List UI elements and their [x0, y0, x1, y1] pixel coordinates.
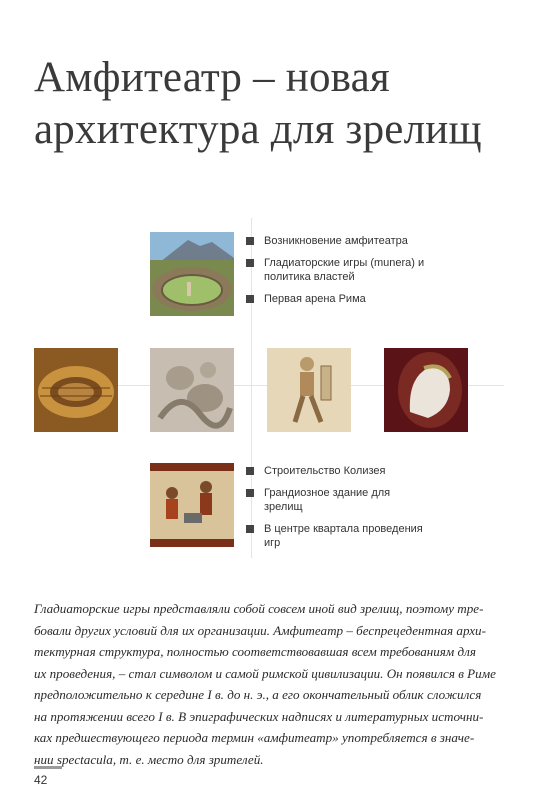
paragraph-line: их проведения, – стал символом и самой римской цивилизации. Он появился в Риме: [34, 665, 496, 681]
list-item[interactable]: Грандиозное здание для зрелищ: [246, 486, 426, 514]
colosseum-model-photo[interactable]: [34, 348, 118, 432]
bullet-square-icon: [246, 295, 254, 303]
bullet-square-icon: [246, 525, 254, 533]
gladiator-figure-image: [267, 348, 351, 432]
gladiator-relief-image: [150, 348, 234, 432]
paragraph-line: бовали других условий для их организации. Амфитеатр – беспрецедентная архи-: [34, 622, 486, 638]
list-item[interactable]: Первая арена Рима: [246, 292, 426, 306]
paragraph-line: на протяжении всего I в. В эпиграфических надписях и литературных источни-: [34, 708, 484, 724]
page-title: [34, 52, 524, 156]
emperor-cameo-image: [384, 348, 468, 432]
bullet-square-icon: [246, 489, 254, 497]
list-item[interactable]: В центре квартала проведения игр: [246, 522, 426, 550]
gladiator-figure-drawing-photo[interactable]: [267, 348, 351, 432]
topic-list-top: [246, 234, 426, 314]
page-number: 42: [34, 773, 48, 787]
bullet-square-icon: [246, 237, 254, 245]
emperor-cameo-photo[interactable]: [384, 348, 468, 432]
intro-paragraph: [34, 598, 504, 770]
paragraph-line: нии spectacula, т. е. место для зрителей.: [34, 751, 264, 767]
colosseum-image: [34, 348, 118, 432]
pompeii-amphitheater-photo[interactable]: [150, 232, 234, 316]
paragraph-line: ках предшествующего периода термин «амфитеатр» употребляется в значе-: [34, 730, 475, 745]
gladiator-mosaic-photo[interactable]: [150, 463, 234, 547]
page-title-line-1: Амфитеатр – новая: [34, 54, 390, 101]
gladiator-relief-photo[interactable]: [150, 348, 234, 432]
paragraph-line: предположительно к середине I в. до н. э., а его окончательный облик сложился: [34, 687, 482, 702]
bullet-square-icon: [246, 467, 254, 475]
list-item[interactable]: Строительство Колизея: [246, 464, 426, 478]
gladiator-mosaic-image: [150, 463, 234, 547]
list-item[interactable]: Гладиаторские игры (munera) и политика властей: [246, 256, 426, 284]
paragraph-line: Гладиаторские игры представляли собой совсем иной вид зрелищ, поэтому тре-: [34, 601, 484, 616]
page-number-rule: [34, 766, 62, 769]
list-item[interactable]: Возникновение амфитеатра: [246, 234, 426, 248]
topic-list-bottom: [246, 464, 426, 558]
paragraph-line: тектурная структура, полностью соответствовавшая всем требованиям для: [34, 644, 476, 659]
pompeii-amphitheater-image: [150, 232, 234, 316]
bullet-square-icon: [246, 259, 254, 267]
page-title-line-2: архитектура для зрелищ: [34, 106, 482, 153]
